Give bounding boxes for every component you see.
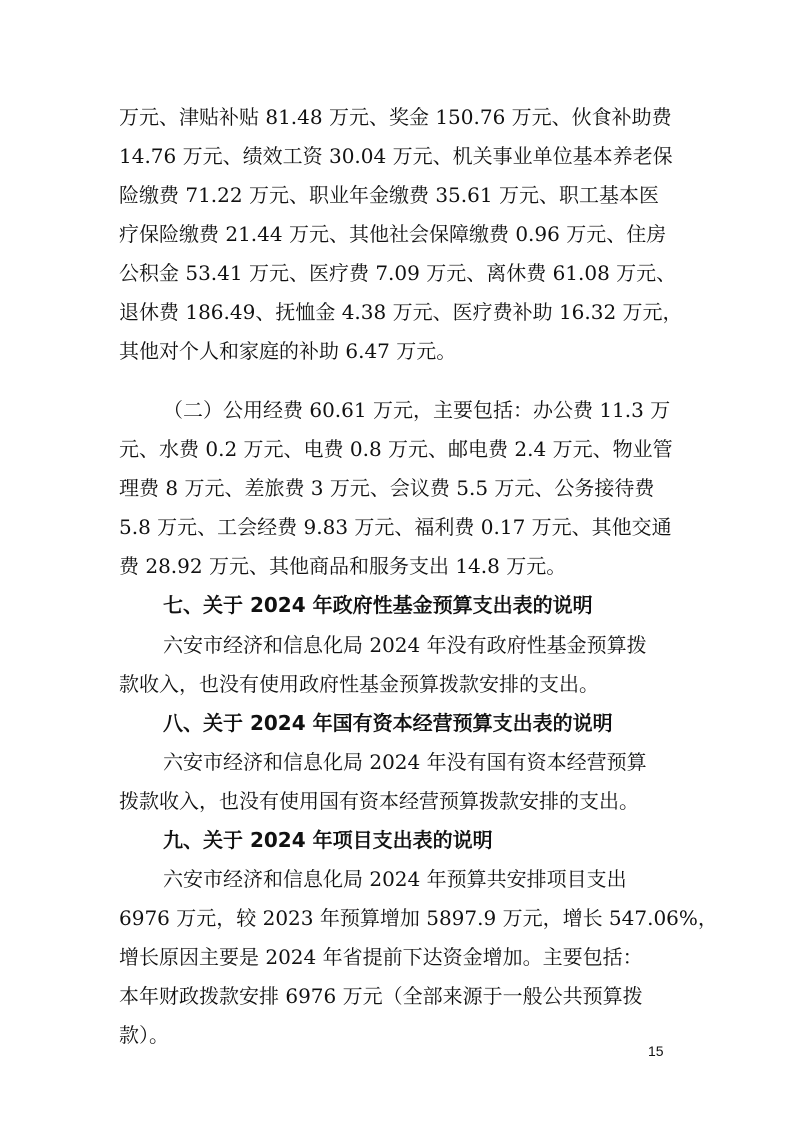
body-text-line: 六安市经济和信息化局 2024 年没有国有资本经营预算 (163, 750, 647, 774)
body-text-line: 理费 8 万元、差旅费 3 万元、会议费 5.5 万元、公务接待费 (119, 476, 655, 500)
section-heading: 八、关于 2024 年国有资本经营预算支出表的说明 (163, 711, 613, 735)
body-text-line: 款收入，也没有使用政府性基金预算拨款安排的支出。 (119, 672, 599, 696)
section-heading: 七、关于 2024 年政府性基金预算支出表的说明 (163, 593, 593, 617)
body-text-line: 公积金 53.41 万元、医疗费 7.09 万元、离休费 61.08 万元、 (119, 261, 677, 285)
body-text-line: 拨款收入，也没有使用国有资本经营预算拨款安排的支出。 (119, 789, 639, 813)
body-text-line: 其他对个人和家庭的补助 6.47 万元。 (119, 339, 457, 363)
body-text-line: 增长原因主要是 2024 年省提前下达资金增加。主要包括： (119, 945, 643, 969)
body-text-line: 本年财政拨款安排 6976 万元（全部来源于一般公共预算拨 (119, 984, 643, 1008)
body-text-line: 万元、津贴补贴 81.48 万元、奖金 150.76 万元、伙食补助费 (119, 105, 672, 129)
body-text-line: 险缴费 71.22 万元、职业年金缴费 35.61 万元、职工基本医 (119, 183, 659, 207)
body-text-line: 退休费 186.49、抚恤金 4.38 万元、医疗费补助 16.32 万元， (119, 300, 683, 324)
body-text-line: 14.76 万元、绩效工资 30.04 万元、机关事业单位基本养老保 (119, 144, 673, 168)
body-text-line: （二）公用经费 60.61 万元，主要包括：办公费 11.3 万 (163, 398, 671, 422)
body-text-line: 6976 万元，较 2023 年预算增加 5897.9 万元，增长 547.06%， (119, 906, 718, 930)
body-text-line: 元、水费 0.2 万元、电费 0.8 万元、邮电费 2.4 万元、物业管 (119, 437, 673, 461)
body-text-line: 款）。 (119, 1023, 169, 1047)
section-heading: 九、关于 2024 年项目支出表的说明 (163, 828, 493, 852)
body-text-line: 5.8 万元、工会经费 9.83 万元、福利费 0.17 万元、其他交通 (119, 515, 672, 539)
page-number: 15 (648, 1043, 664, 1059)
body-text-line: 六安市经济和信息化局 2024 年没有政府性基金预算拨 (163, 633, 647, 657)
body-text-line: 六安市经济和信息化局 2024 年预算共安排项目支出 (163, 867, 627, 891)
body-text-line: 费 28.92 万元、其他商品和服务支出 14.8 万元。 (119, 554, 567, 578)
body-text-line: 疗保险缴费 21.44 万元、其他社会保障缴费 0.96 万元、住房 (119, 222, 667, 246)
